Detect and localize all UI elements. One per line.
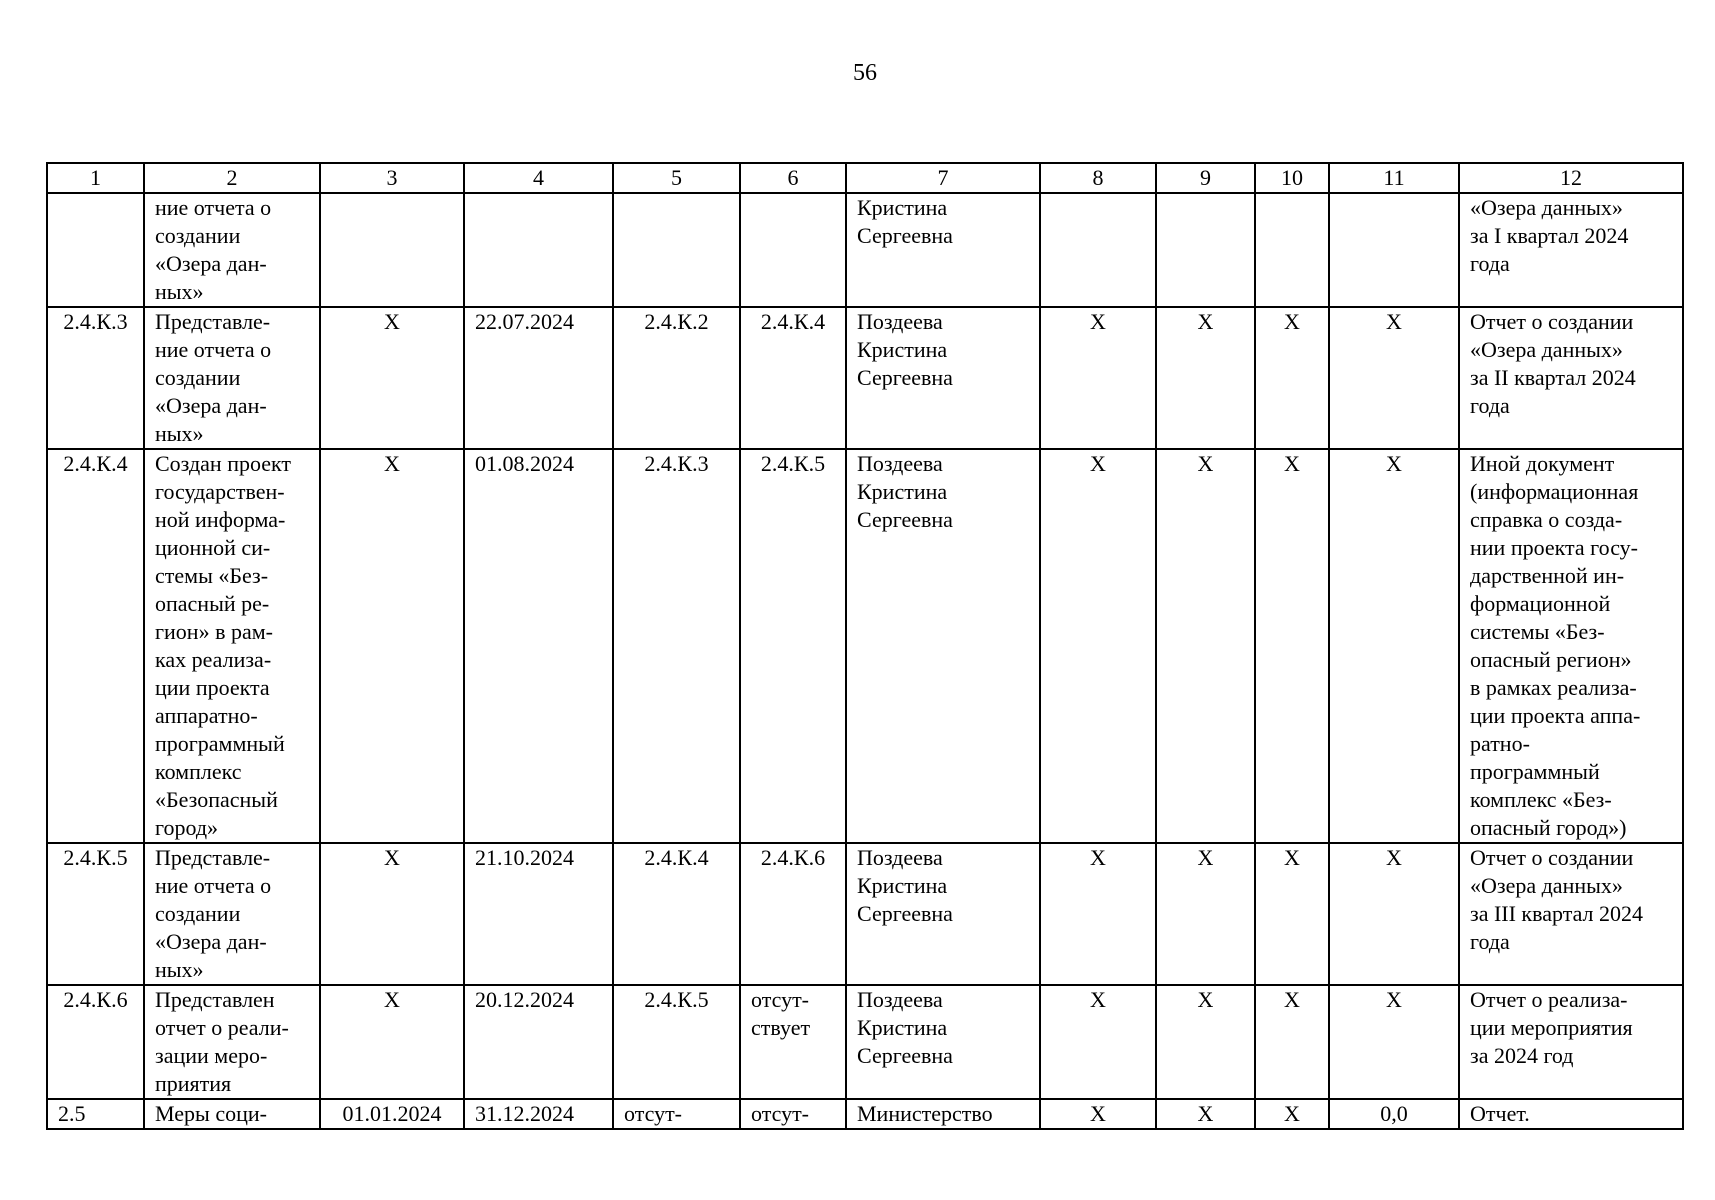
cell-col10: Х [1255, 1099, 1329, 1129]
cell-end-date [464, 193, 613, 307]
cell-col8: Х [1040, 449, 1156, 843]
header-cell: 12 [1459, 163, 1683, 193]
cell-col8: Х [1040, 1099, 1156, 1129]
page-number: 56 [853, 60, 877, 86]
cell-name: Создан проект государствен- ной информа- ционной си- стемы «Без- опасный ре- гион» в рам- ках реализа- ции проекта аппаратно- программный комплекс «Безопасный город» [144, 449, 320, 843]
cell-col9: Х [1156, 985, 1255, 1099]
cell-col10: Х [1255, 449, 1329, 843]
cell-name: Меры соци- [144, 1099, 320, 1129]
cell-end-date: 20.12.2024 [464, 985, 613, 1099]
cell-number: 2.4.К.4 [47, 449, 144, 843]
cell-result: Отчет о создании «Озера данных» за III квартал 2024 года [1459, 843, 1683, 985]
cell-col8: Х [1040, 985, 1156, 1099]
header-cell: 4 [464, 163, 613, 193]
cell-name: Представле- ние отчета о создании «Озера дан- ных» [144, 307, 320, 449]
cell-name: Представлен отчет о реали- зации меро- приятия [144, 985, 320, 1099]
cell-col8 [1040, 193, 1156, 307]
cell-col11 [1329, 193, 1459, 307]
cell-result: Отчет. [1459, 1099, 1683, 1129]
cell-name: Представле- ние отчета о создании «Озера дан- ных» [144, 843, 320, 985]
cell-col10: Х [1255, 985, 1329, 1099]
cell-successor: 2.4.К.5 [740, 449, 846, 843]
header-cell: 8 [1040, 163, 1156, 193]
cell-start-date: Х [320, 449, 464, 843]
header-cell: 1 [47, 163, 144, 193]
cell-start-date: Х [320, 985, 464, 1099]
header-cell: 11 [1329, 163, 1459, 193]
table-row [47, 449, 1683, 843]
table-row [47, 307, 1683, 449]
header-cell: 2 [144, 163, 320, 193]
table-row [47, 1099, 1683, 1129]
plan-table [46, 162, 1684, 1130]
cell-end-date: 21.10.2024 [464, 843, 613, 985]
cell-predecessor: 2.4.К.5 [613, 985, 740, 1099]
cell-end-date: 31.12.2024 [464, 1099, 613, 1129]
cell-successor: 2.4.К.6 [740, 843, 846, 985]
cell-name: ние отчета о создании «Озера дан- ных» [144, 193, 320, 307]
table-row [47, 985, 1683, 1099]
cell-responsible: Кристина Сергеевна [846, 193, 1040, 307]
cell-number: 2.4.К.6 [47, 985, 144, 1099]
cell-col10: Х [1255, 307, 1329, 449]
cell-col11: Х [1329, 843, 1459, 985]
cell-col10 [1255, 193, 1329, 307]
cell-number: 2.5 [47, 1099, 144, 1129]
cell-responsible: Министерство [846, 1099, 1040, 1129]
table-header-row [47, 163, 1683, 193]
cell-number: 2.4.К.3 [47, 307, 144, 449]
cell-col9: Х [1156, 843, 1255, 985]
cell-result: Отчет о создании «Озера данных» за II квартал 2024 года [1459, 307, 1683, 449]
header-cell: 3 [320, 163, 464, 193]
cell-start-date [320, 193, 464, 307]
cell-start-date: 01.01.2024 [320, 1099, 464, 1129]
cell-col10: Х [1255, 843, 1329, 985]
cell-successor [740, 193, 846, 307]
cell-result: Иной документ (информационная справка о созда- нии проекта госу- дарственной ин- формационной системы «Без- опасный регион» в рамках реализа- ции проекта аппа- ратно- программный комплекс «Без- опасный город») [1459, 449, 1683, 843]
cell-col11: Х [1329, 307, 1459, 449]
cell-number [47, 193, 144, 307]
cell-predecessor [613, 193, 740, 307]
cell-successor: 2.4.К.4 [740, 307, 846, 449]
cell-predecessor: 2.4.К.4 [613, 843, 740, 985]
cell-responsible: Поздеева Кристина Сергеевна [846, 307, 1040, 449]
cell-successor: отсут- [740, 1099, 846, 1129]
table-row [47, 193, 1683, 307]
cell-start-date: Х [320, 843, 464, 985]
cell-end-date: 01.08.2024 [464, 449, 613, 843]
header-cell: 7 [846, 163, 1040, 193]
cell-col11: Х [1329, 449, 1459, 843]
cell-predecessor: 2.4.К.3 [613, 449, 740, 843]
cell-result: Отчет о реализа- ции мероприятия за 2024 год [1459, 985, 1683, 1099]
header-cell: 5 [613, 163, 740, 193]
cell-col8: Х [1040, 843, 1156, 985]
cell-number: 2.4.К.5 [47, 843, 144, 985]
cell-result: «Озера данных» за I квартал 2024 года [1459, 193, 1683, 307]
table-row [47, 843, 1683, 985]
cell-predecessor: 2.4.К.2 [613, 307, 740, 449]
header-cell: 10 [1255, 163, 1329, 193]
cell-responsible: Поздеева Кристина Сергеевна [846, 843, 1040, 985]
header-cell: 6 [740, 163, 846, 193]
cell-col11: Х [1329, 985, 1459, 1099]
cell-end-date: 22.07.2024 [464, 307, 613, 449]
cell-predecessor: отсут- [613, 1099, 740, 1129]
cell-start-date: Х [320, 307, 464, 449]
cell-responsible: Поздеева Кристина Сергеевна [846, 985, 1040, 1099]
cell-col9 [1156, 193, 1255, 307]
header-cell: 9 [1156, 163, 1255, 193]
cell-responsible: Поздеева Кристина Сергеевна [846, 449, 1040, 843]
cell-col9: Х [1156, 449, 1255, 843]
cell-col9: Х [1156, 307, 1255, 449]
cell-col9: Х [1156, 1099, 1255, 1129]
cell-col8: Х [1040, 307, 1156, 449]
cell-col11: 0,0 [1329, 1099, 1459, 1129]
cell-successor: отсут- ствует [740, 985, 846, 1099]
